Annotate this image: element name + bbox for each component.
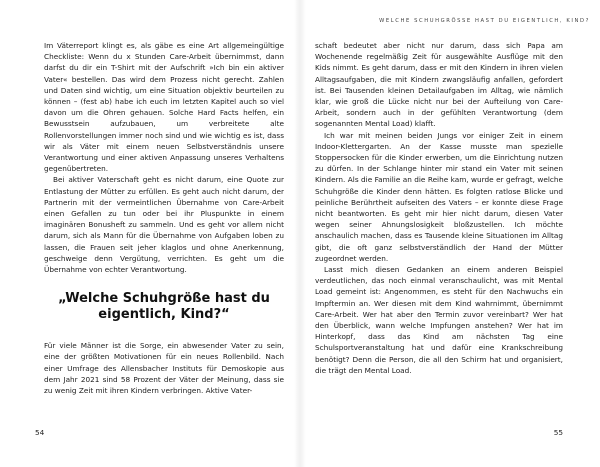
left-text-column	[44, 40, 284, 396]
body-paragraph: Für viele Männer ist die Sorge, ein abwesender Vater zu sein, eine der größten Motivationen für ein neues Rollenbild. Nach einer Umfrage des Allensbacher Instituts für Demoskopie aus dem Jahr 2021 sind 58 Prozent der Väter der Meinung, dass sie zu wenig Zeit mit ihren Kindern verbringen. Aktive Vater-	[44, 341, 284, 396]
page-number-left: 54	[35, 428, 45, 437]
right-text-column	[315, 40, 563, 376]
running-head: WELCHE SCHUHGRÖSSE HAST DU EIGENTLICH, KIND?	[379, 18, 590, 24]
section-heading: „Welche Schuhgröße hast du eigentlich, Kind?“	[58, 291, 270, 323]
body-paragraph: Ich war mit meinen beiden Jungs vor einiger Zeit in einem Indoor-Klettergarten. An der Kasse musste man spezielle Stoppersocken für die Kinder erwerben, um die Einrichtung nutzen zu dürfen. In der Schlange hinter mir stand ein Vater mit seinen Kindern. Als die Familie an die Reihe kam, wurde er gefragt, welche Schuhgröße die Kinder denn hätten. Es folgten ratlose Blicke und peinliche Berührtheit aufseiten des Vaters – er konnte diese Frage nicht beantworten. Es geht mir hier nicht darum, diesen Vater wegen seiner Ahnungslosigkeit bloßzustellen. Ich möchte anschaulich machen, dass es Tausende kleine Situationen im Alltag gibt, die oft ganz selbstverständlich der Hand der Mütter zugeordnet werden.	[315, 130, 563, 263]
body-paragraph: Lasst mich diesen Gedanken an einem anderen Beispiel verdeutlichen, das noch einmal veranschaulicht, was mit Mental Load gemeint ist: Angenommen, es steht für den Nachwuchs ein Impftermin an. Wer diesen mit dem Kind wahrnimmt, übernimmt Care-Arbeit. Wer hat aber den Termin zuvor vereinbart? Wer hat den Überblick, wann welche Impfungen anstehen? Wer hat im Hinterkopf, dass das Kind am nächsten Tag eine Schulsportveranstaltung hat und dafür eine Krankschreibung benötigt? Denn die Person, die all den Schirm hat und organisiert, die trägt den Mental Load.	[315, 265, 563, 375]
page-number-right: 55	[553, 428, 563, 437]
right-page	[300, 0, 600, 467]
body-paragraph: schaft bedeutet aber nicht nur darum, dass sich Papa am Wochenende regelmäßig Zeit für ausgewählte Ausflüge mit den Kids nimmt. Es geht darum, dass er mit den Kindern in ihren vielen Alltagsaufgaben, die mit Kindern zwangsläufig anfallen, gefordert ist. Bei Tausenden kleinen Detailaufgaben im Alltag, wie nämlich klar, wie groß die Lücke nicht nur bei der Aufteilung von Care-Arbeit, sondern auch in der gefühlten Verantwortung (dem sogenannten Mental Load) klafft.	[315, 41, 563, 129]
body-paragraph: Im Väterreport klingt es, als gäbe es eine Art allgemeingültige Checkliste: Wenn du x Stunden Care-Arbeit übernimmst, dann darfst du dir ein T-Shirt mit der Aufschrift »Ich bin ein aktiver Vater« bestellen. Das wird dem Prozess nicht gerecht. Zahlen und Daten sind wichtig, um eine Situation objektiv beurteilen zu können – (fest ab) habe ich euch im letzten Kapitel auch so viel davon um die Ohren gehauen. Solche Hard Facts helfen, ein Bewusstsein aufzubauen, um verbreitete alte Rollenvorstellungen immer noch sind und wie wichtig es ist, dass wir als Väter mit einem neuen Selbstverständnis unsere Verantwortung und einer aktiven Anpassung unseres Verhaltens gegenübertreten.	[44, 41, 284, 174]
body-paragraph: Bei aktiver Vaterschaft geht es nicht darum, eine Quote zur Entlastung der Mütter zu erfüllen. Es geht auch nicht darum, der Partnerin mit der vermeintlichen Übernahme von Care-Arbeit einen Gefallen zu tun oder bei ihr Pluspunkte in einem imaginären Bonusheft zu sammeln. Und es geht vor allem nicht darum, sich als Mann für die Übernahme von Aufgaben loben zu lassen, die Frauen seit jeher klaglos und ohne Anerkennung, geschweige denn Vergütung, verrichten. Es geht um die Übernahme von echter Verantwortung.	[44, 175, 284, 275]
